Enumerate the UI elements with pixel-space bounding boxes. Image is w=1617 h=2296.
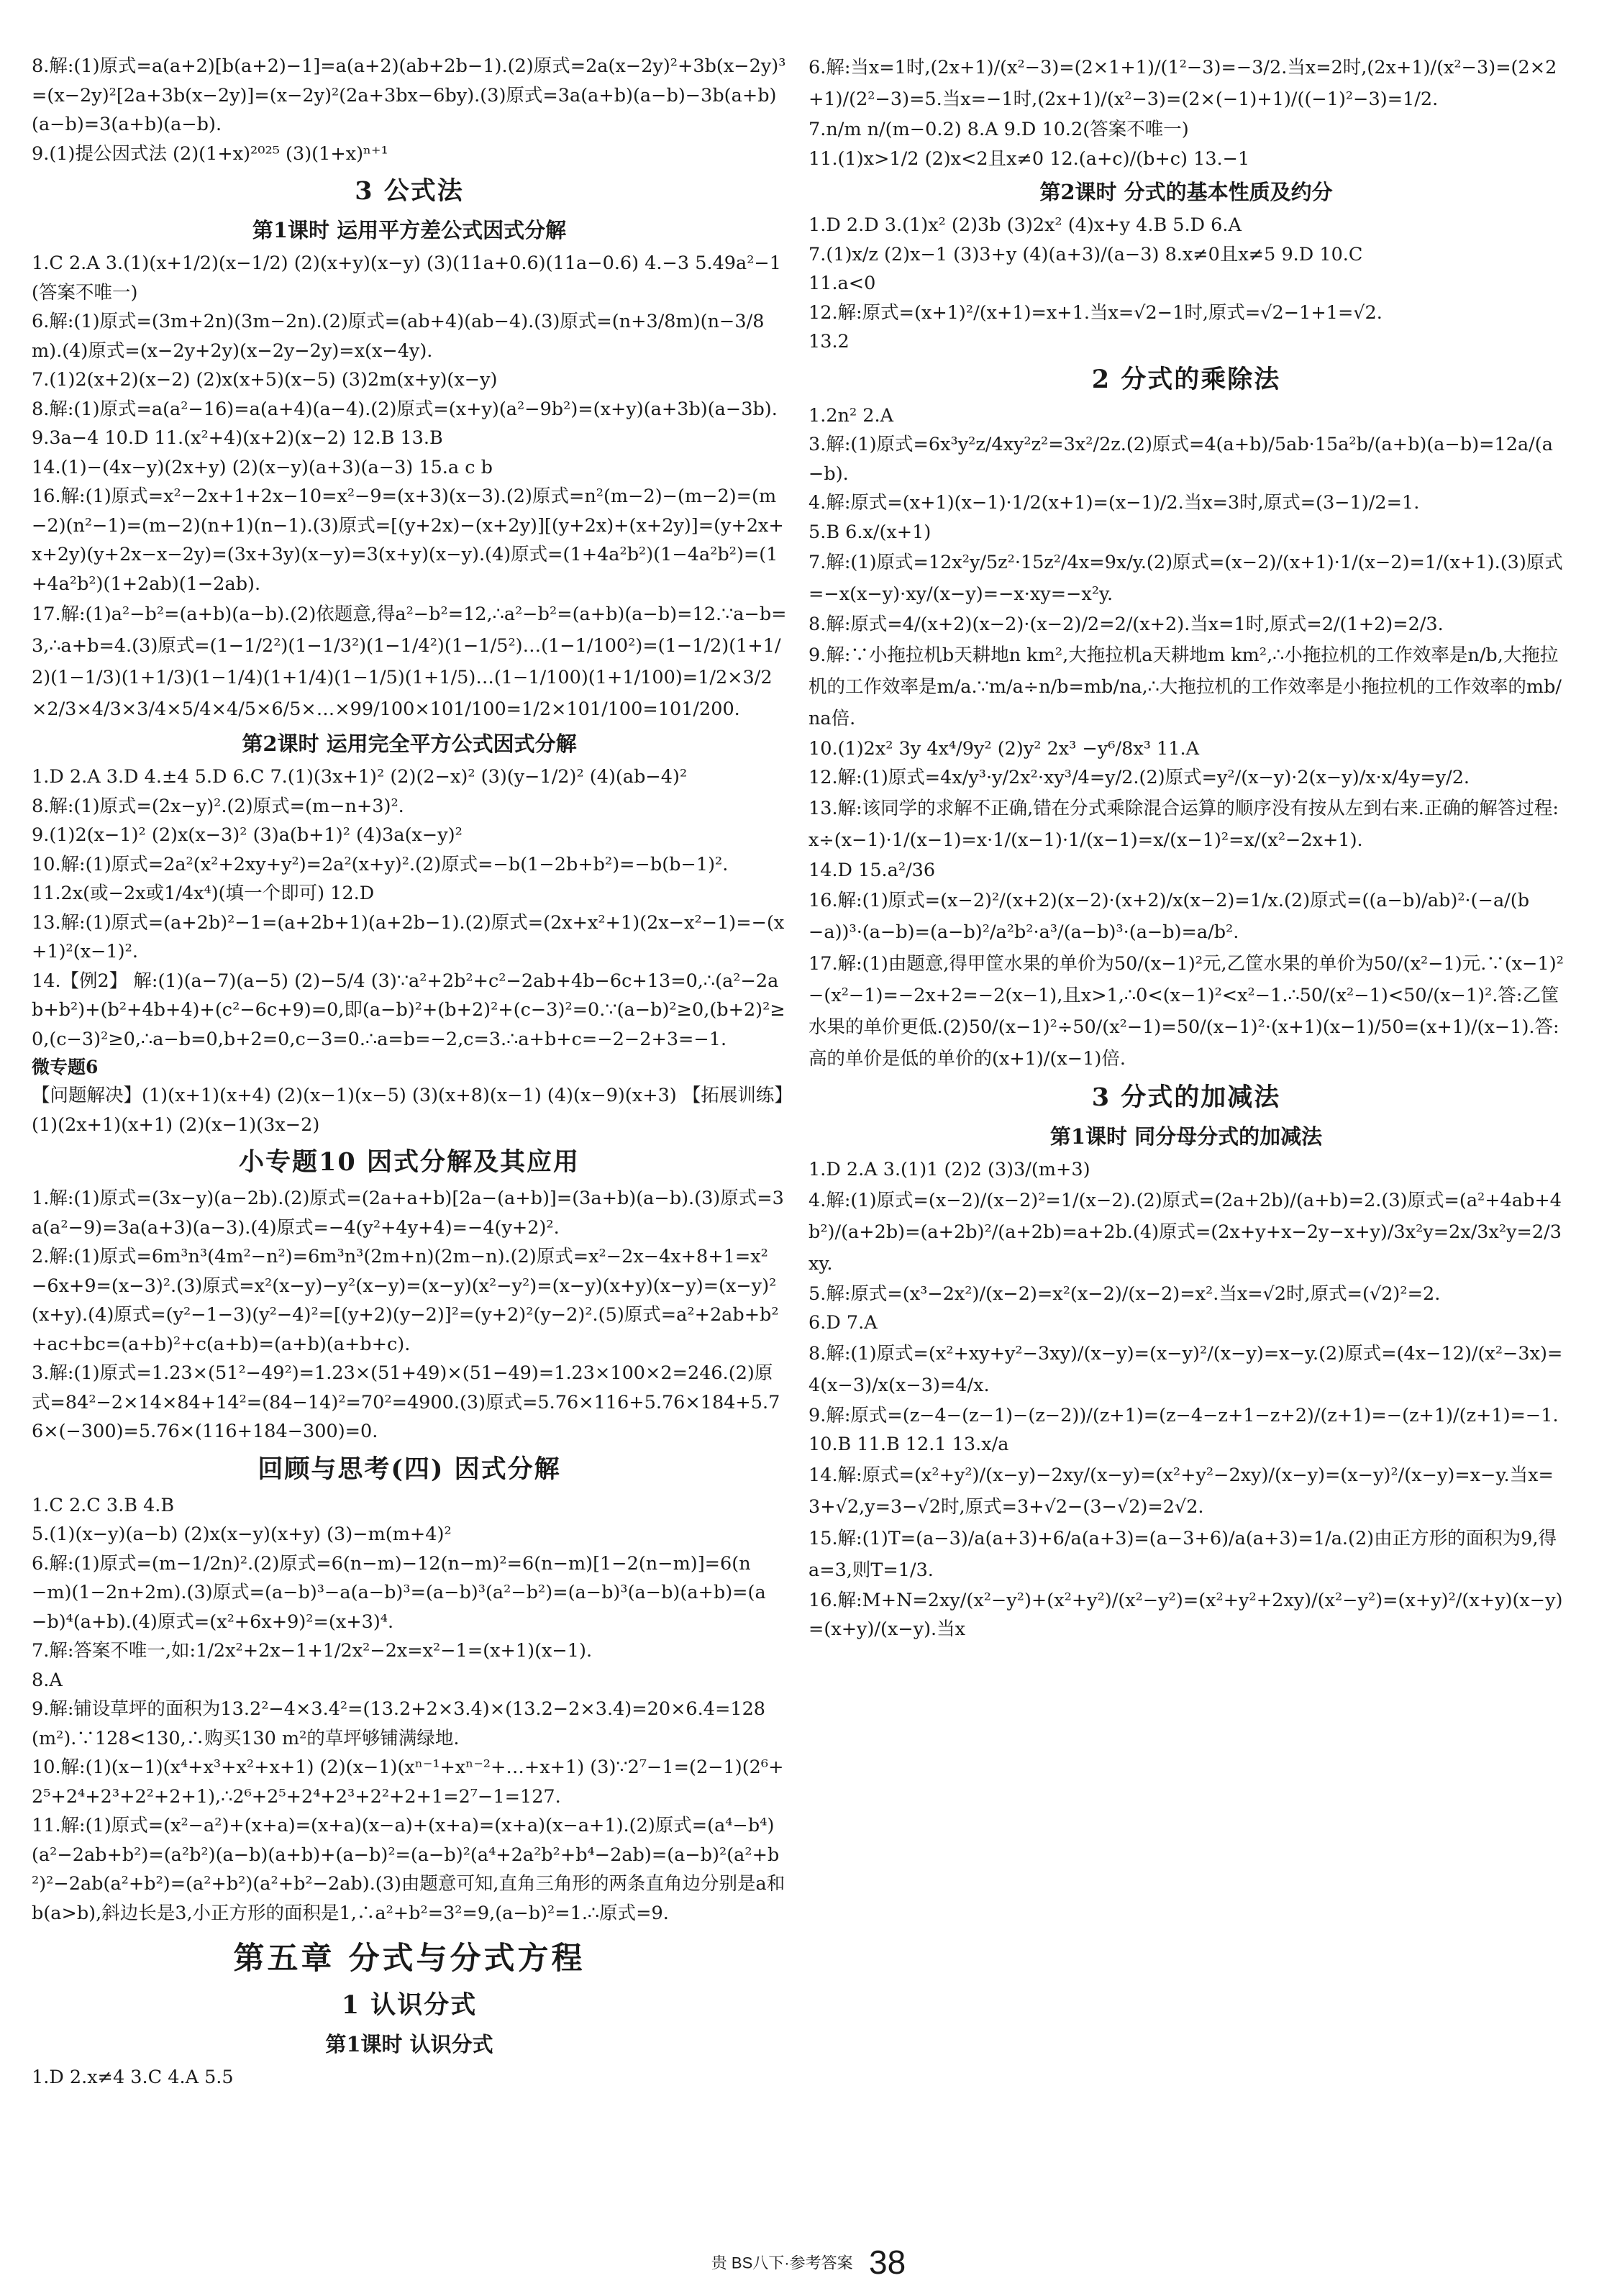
answer-paragraph: 4.解:(1)原式=(x−2)/(x−2)²=1/(x−2).(2)原式=(2a+2b)/(a+b)=2.(3)原式=(a²+4ab+4b²)/(a+2b)=(a+2b)²/(a+2b)=a+2b.(4)原式=(2x+y+x−2y−x+y)/3x²y=2x/3x²y=2/3xy. [808, 1189, 1562, 1275]
answer-paragraph: 9.3a−4 10.D 11.(x²+4)(x+2)(x−2) 12.B 13.B [32, 427, 443, 449]
answer-paragraph: 13.解:(1)原式=(a+2b)²−1=(a+2b+1)(a+2b−1).(2)原式=(2x+x²+1)(2x−x²−1)=−(x+1)²(x−1)². [32, 911, 785, 962]
answer-paragraph: 3.解:(1)原式=6x³y²z/4xy²z²=3x²/2z.(2)原式=4(a+b)/5ab·15a²b/(a+b)(a−b)=12a/(a−b). [808, 434, 1553, 485]
section-heading: 1 认识分式 [341, 1990, 478, 2020]
answer-paragraph: 1.D 2.A 3.D 4.±4 5.D 6.C 7.(1)(3x+1)² (2)(2−x)² (3)(y−1/2)² (4)(ab−4)² [32, 766, 688, 788]
answer-paragraph: 12.解:原式=(x+1)²/(x+1)=x+1.当x=√2−1时,原式=√2−1+1=√2. [808, 301, 1383, 324]
answer-paragraph: 9.(1)2(x−1)² (2)x(x−3)² (3)a(b+1)² (4)3a(x−y)² [32, 824, 463, 846]
answer-paragraph: 14.D 15.a²/36 [808, 859, 936, 881]
answer-paragraph: 16.解:(1)原式=(x−2)²/(x+2)(x−2)·(x+2)/x(x−2)=1/x.(2)原式=((a−b)/ab)²·(−a/(b−a))³·(a−b)=(a−b)²/a²b²·a³/(a−b)³·(a−b)=a/b². [808, 890, 1530, 943]
answer-paragraph: 13.解:该同学的求解不正确,错在分式乘除混合运算的顺序没有按从左到右来.正确的解答过程:x÷(x−1)·1/(x−1)=x·1/(x−1)·1/(x−1)=x/(x−1)²=x/(x²−2x+1). [808, 797, 1559, 851]
answer-paragraph: 1.D 2.A 3.(1)1 (2)2 (3)3/(m+3) [808, 1159, 1090, 1180]
answer-paragraph: 7.解:(1)原式=12x²y/5z²·15z²/4x=9x/y.(2)原式=(x−2)/(x+1)·1/(x−2)=1/(x+1).(3)原式=−x(x−y)·xy/(x−y)=−x·xy=−x²y. [808, 552, 1563, 605]
answer-paragraph: 8.解:(1)原式=a(a+2)[b(a+2)−1]=a(a+2)(ab+2b−1).(2)原式=2a(x−2y)²+3b(x−2y)³=(x−2y)²[2a+3b(x−2y)]=(x−2y)²(2a+3bx−6by).(3)原式=3a(a+b)(a−b)−3b(a+b)(a−b)=3(a+b)(a−b). [32, 55, 786, 135]
answer-paragraph: 17.解:(1)a²−b²=(a+b)(a−b).(2)依题意,得a²−b²=12,∴a²−b²=(a+b)(a−b)=12.∵a−b=3,∴a+b=4.(3)原式=(1−1/2²)(1−1/3²)(1−1/4²)(1−1/5²)…(1−1/100²)=(1−1/2)(1+1/2)(1−1/3)(1+1/3)(1−1/4)(1+1/4)(1−1/5)(1+1/5)…(1−1/100)(1+1/100)=1/2×3/2×2/3×4/3×3/4×5/4×4/5×6/5×…×99/100×101/100=1/2×101/100=101/200. [32, 603, 787, 720]
answer-paragraph: 7.解:答案不唯一,如:1/2x²+2x−1+1/2x²−2x=x²−1=(x+1)(x−1). [32, 1640, 593, 1662]
answer-paragraph: 【问题解决】(1)(x+1)(x+4) (2)(x−1)(x−5) (3)(x+8)(x−1) (4)(x−9)(x+3) 【拓展训练】(1)(2x+1)(x+1) (2)(x−1)(3x−2) [32, 1085, 784, 1136]
answer-paragraph: 11.2x(或−2x或1/4x⁴)(填一个即可) 12.D [32, 883, 375, 904]
footer-label: 贵 BS八下·参考答案 [711, 2254, 853, 2272]
answer-paragraph: 8.A [32, 1669, 63, 1691]
answer-paragraph: 5.B 6.x/(x+1) [808, 521, 932, 543]
answer-paragraph: 1.C 2.A 3.(1)(x+1/2)(x−1/2) (2)(x+y)(x−y) (3)(11a+0.6)(11a−0.6) 4.−3 5.49a²−1(答案不唯一) [32, 252, 782, 304]
lesson-heading: 第2课时 分式的基本性质及约分 [1039, 180, 1333, 204]
answer-paragraph: 6.D 7.A [808, 1312, 878, 1334]
answer-paragraph: 7.n/m n/(m−0.2) 8.A 9.D 10.2(答案不唯一) [808, 119, 1189, 140]
mini-topic-heading: 微专题6 [32, 1057, 99, 1078]
answer-paragraph: 7.(1)2(x+2)(x−2) (2)x(x+5)(x−5) (3)2m(x+y)(x−y) [32, 369, 498, 391]
lesson-heading: 第2课时 运用完全平方公式因式分解 [242, 732, 577, 756]
answer-paragraph: 1.D 2.x≠4 3.C 4.A 5.5 [32, 2067, 234, 2088]
page-footer [0, 2243, 1617, 2282]
answer-paragraph: 6.解:(1)原式=(m−1/2n)².(2)原式=6(n−m)−12(n−m)²=6(n−m)[1−2(n−m)]=6(n−m)(1−2n+2m).(3)原式=(a−b)³−a(a−b)³=(a−b)³(a²−b²)=(a−b)³(a−b)(a+b)=(a−b)⁴(a+b).(4)原式=(x²+6x+9)²=(x+3)⁴. [32, 1552, 766, 1633]
answer-paragraph: 7.(1)x/z (2)x−1 (3)3+y (4)(a+3)/(a−3) 8.x≠0且x≠5 9.D 10.C [808, 243, 1363, 265]
answer-paragraph: 8.解:原式=4/(x+2)(x−2)·(x−2)/2=2/(x+2).当x=1时,原式=2/(1+2)=2/3. [808, 614, 1444, 635]
answer-paragraph: 1.D 2.D 3.(1)x² (2)3b (3)2x² (4)x+y 4.B 5.D 6.A [808, 214, 1242, 236]
answer-paragraph: 10.(1)2x² 3y 4x⁴/9y² (2)y² 2x³ −y⁶/8x³ 11.A [808, 737, 1199, 760]
answer-paragraph: 4.解:原式=(x+1)(x−1)·1/2(x+1)=(x−1)/2.当x=3时,原式=(3−1)/2=1. [808, 492, 1420, 514]
answer-paragraph: 1.C 2.C 3.B 4.B [32, 1494, 175, 1516]
answer-paragraph: 16.解:M+N=2xy/(x²−y²)+(x²+y²)/(x²−y²)=(x²+y²+2xy)/(x²−y²)=(x+y)²/(x+y)(x−y)=(x+y)/(x−y).当x [808, 1589, 1563, 1640]
answer-paragraph: 8.解:(1)原式=(x²+xy+y²−3xy)/(x−y)=(x−y)²/(x−y)=x−y.(2)原式=(4x−12)/(x²−3x)=4(x−3)/x(x−3)=4/x. [808, 1342, 1563, 1396]
lesson-heading: 第1课时 运用平方差公式因式分解 [252, 218, 567, 242]
page-number: 38 [869, 2243, 906, 2281]
left-column [32, 52, 787, 2092]
section-heading: 小专题10 因式分解及其应用 [239, 1147, 580, 1177]
section-heading: 回顾与思考(四) 因式分解 [258, 1454, 561, 1484]
section-heading: 3 公式法 [355, 176, 464, 206]
answer-paragraph: 6.解:(1)原式=(3m+2n)(3m−2n).(2)原式=(ab+4)(ab−4).(3)原式=(n+3/8m)(n−3/8m).(4)原式=(x−2y+2y)(x−2y−2y)=x(x−4y). [32, 311, 765, 362]
answer-paragraph: 12.解:(1)原式=4x/y³·y/2x²·xy³/4=y/2.(2)原式=y²/(x−y)·2(x−y)/x·x/4y=y/2. [808, 767, 1470, 788]
section-heading: 3 分式的加减法 [1091, 1083, 1281, 1112]
answer-paragraph: 8.解:(1)原式=a(a²−16)=a(a+4)(a−4).(2)原式=(x+y)(a²−9b²)=(x+y)(a+3b)(a−3b). [32, 398, 778, 420]
answer-paragraph: 3.解:(1)原式=1.23×(51²−49²)=1.23×(51+49)×(51−49)=1.23×100×2=246.(2)原式=84²−2×14×84+14²=(84−14)²=70²=4900.(3)原式=5.76×116+5.76×184+5.76×(−300)=5.76×(116+184−300)=0. [32, 1362, 780, 1442]
answer-paragraph: 15.解:(1)T=(a−3)/a(a+3)+6/a(a+3)=(a−3+6)/a(a+3)=1/a.(2)由正方形的面积为9,得a=3,则T=1/3. [808, 1527, 1557, 1581]
answer-paragraph: 11.(1)x>1/2 (2)x<2且x≠0 12.(a+c)/(b+c) 13.−1 [808, 147, 1250, 170]
answer-paragraph: 10.解:(1)原式=2a²(x²+2xy+y²)=2a²(x+y)².(2)原式=−b(1−2b+b²)=−b(b−1)². [32, 853, 729, 875]
answer-paragraph: 13.2 [808, 331, 850, 352]
lesson-heading: 第1课时 认识分式 [325, 2032, 493, 2056]
answer-paragraph: 9.解:铺设草坪的面积为13.2²−4×3.4²=(13.2+2×3.4)×(13.2−2×3.4)=20×6.4=128(m²).∵128<130,∴购买130 m²的草坪够铺满绿地. [32, 1698, 766, 1749]
answer-paragraph: 9.(1)提公因式法 (2)(1+x)²⁰²⁵ (3)(1+x)ⁿ⁺¹ [32, 142, 388, 165]
answer-paragraph: 2.解:(1)原式=6m³n³(4m²−n²)=6m³n³(2m+n)(2m−n).(2)原式=x²−2x−4x+8+1=x²−6x+9=(x−3)².(3)原式=x²(x−y)−y²(x−y)=(x−y)(x²−y²)=(x−y)(x+y)(x−y)=(x−y)²(x+y).(4)原式=(y²−1−3)(y²−4)²=[(y+2)(y−2)]²=(y+2)²(y−2)².(5)原式=a²+2ab+b²+ac+bc=(a+b)²+c(a+b)=(a+b)(a+b+c). [32, 1246, 779, 1355]
answer-paragraph: 1.解:(1)原式=(3x−y)(a−2b).(2)原式=(2a+a+b)[2a−(a+b)]=(3a+b)(a−b).(3)原式=3a(a²−9)=3a(a+3)(a−3).(4)原式=−4(y²+4y+4)=−4(y+2)². [32, 1188, 784, 1239]
answer-paragraph: 11.a<0 [808, 273, 876, 294]
answer-paragraph: 11.解:(1)原式=(x²−a²)+(x+a)=(x+a)(x−a)+(x+a)=(x+a)(x−a+1).(2)原式=(a⁴−b⁴)(a²−2ab+b²)=(a²b²)(a−b)(a+b)+(a−b)²=(a−b)²(a⁴+2a²b²+b⁴−2ab)=(a−b)²(a²+b²)²−2ab(a²+b²)=(a²+b²)(a²+b²−2ab).(3)由题意可知,直角三角形的两条直角边分别是a和b(a>b),斜边长是3,小正方形的面积是1,∴a²+b²=3²=9,(a−b)²=1.∴原式=9. [32, 1815, 785, 1924]
lesson-heading: 第1课时 同分母分式的加减法 [1049, 1124, 1323, 1149]
answer-paragraph: 14.【例2】 解:(1)(a−7)(a−5) (2)−5/4 (3)∵a²+2b²+c²−2ab+4b−6c+13=0,∴(a²−2ab+b²)+(b²+4b+4)+(c²−6c+9)=0,即(a−b)²+(b+2)²+(c−3)²=0.∵(a−b)²≥0,(b+2)²≥0,(c−3)²≥0,∴a−b=0,b+2=0,c−3=0.∴a=b=−2,c=3.∴a+b+c=−2−2+3=−1. [32, 970, 785, 1050]
chapter-heading: 第五章 分式与分式方程 [233, 1941, 586, 1977]
answer-paragraph: 14.解:原式=(x²+y²)/(x−y)−2xy/(x−y)=(x²+y²−2xy)/(x−y)=(x−y)²/(x−y)=x−y.当x=3+√2,y=3−√2时,原式=3+√2−(3−√2)=2√2. [808, 1464, 1554, 1518]
answer-paragraph: 17.解:(1)由题意,得甲筐水果的单价为50/(x−1)²元,乙筐水果的单价为50/(x²−1)元.∵(x−1)²−(x²−1)=−2x+2=−2(x−1),且x>1,∴0<(x−1)²<x²−1.∴50/(x²−1)<50/(x−1)².答:乙筐水果的单价更低.(2)50/(x−1)²÷50/(x²−1)=50/(x−1)²·(x+1)(x−1)/50=(x+1)/(x−1).答:高的单价是低的单价的(x+1)/(x−1)倍. [808, 953, 1564, 1070]
right-column [808, 52, 1564, 1644]
answer-paragraph: 6.解:当x=1时,(2x+1)/(x²−3)=(2×1+1)/(1²−3)=−3/2.当x=2时,(2x+1)/(x²−3)=(2×2+1)/(2²−3)=5.当x=−1时,(2x+1)/(x²−3)=(2×(−1)+1)/((−1)²−3)=1/2. [808, 57, 1557, 110]
answer-paragraph: 10.解:(1)(x−1)(x⁴+x³+x²+x+1) (2)(x−1)(xⁿ⁻¹+xⁿ⁻²+…+x+1) (3)∵2⁷−1=(2−1)(2⁶+2⁵+2⁴+2³+2²+2+1),∴2⁶+2⁵+2⁴+2³+2²+2+1=2⁷−1=127. [32, 1757, 784, 1808]
section-heading: 2 分式的乘除法 [1091, 364, 1281, 394]
answer-paragraph: 1.2n² 2.A [808, 404, 894, 427]
answer-paragraph: 5.解:原式=(x³−2x²)/(x−2)=x²(x−2)/(x−2)=x².当x=√2时,原式=(√2)²=2. [808, 1283, 1441, 1305]
answer-paragraph: 9.解:原式=(z−4−(z−1)−(z−2))/(z+1)=(z−4−z+1−z+2)/(z+1)=−(z+1)/(z+1)=−1. [808, 1404, 1559, 1426]
answer-paragraph: 9.解:∵小拖拉机b天耕地n km²,大拖拉机a天耕地m km²,∴小拖拉机的工作效率是n/b,大拖拉机的工作效率是m/a.∵m/a÷n/b=mb/na,∴大拖拉机的工作效率是小拖拉机的工作效率的mb/na倍. [808, 644, 1562, 729]
answer-paragraph: 8.解:(1)原式=(2x−y)².(2)原式=(m−n+3)². [32, 795, 404, 817]
answer-paragraph: 10.B 11.B 12.1 13.x/a [808, 1434, 1009, 1455]
answer-paragraph: 5.(1)(x−y)(a−b) (2)x(x−y)(x+y) (3)−m(m+4)² [32, 1523, 452, 1545]
answer-paragraph: 16.解:(1)原式=x²−2x+1+2x−10=x²−9=(x+3)(x−3).(2)原式=n²(m−2)−(m−2)=(m−2)(n²−1)=(m−2)(n+1)(n−1).(3)原式=[(y+2x)−(x+2y)][(y+2x)+(x+2y)]=(y+2x+x+2y)(y+2x−x−2y)=(3x+3y)(x−y)=3(x+y)(x−y).(4)原式=(1+4a²b²)(1−4a²b²)=(1+4a²b²)(1+2ab)(1−2ab). [32, 486, 784, 595]
answer-paragraph: 14.(1)−(4x−y)(2x+y) (2)(x−y)(a+3)(a−3) 15.a c b [32, 456, 493, 478]
